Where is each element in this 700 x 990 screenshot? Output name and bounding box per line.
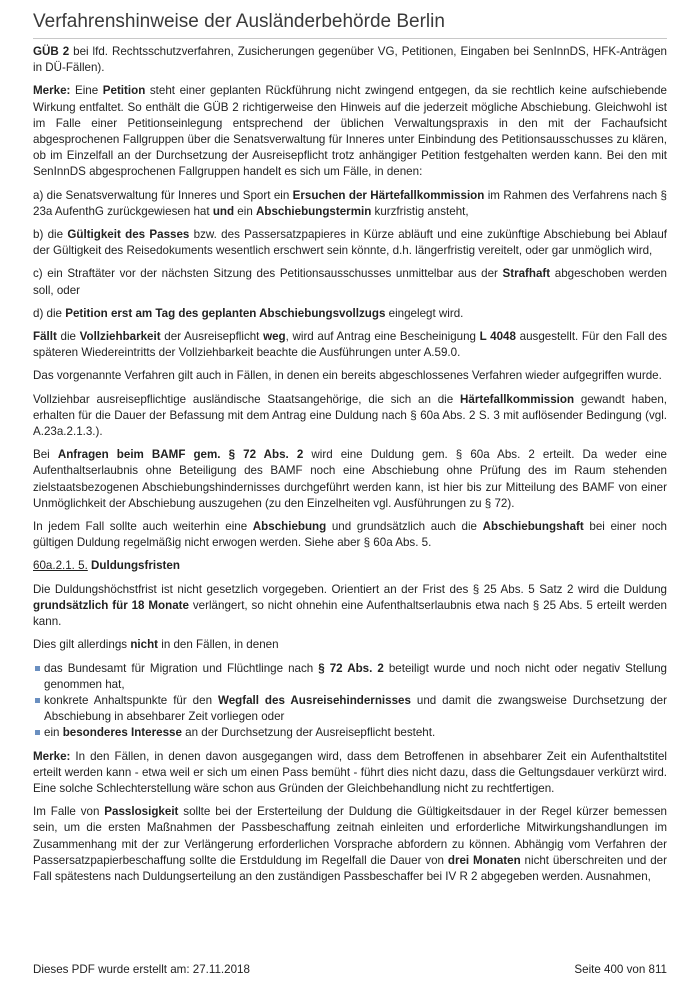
text-run: ein bbox=[234, 204, 256, 218]
paragraph bbox=[33, 582, 667, 631]
text-run: die bbox=[56, 330, 80, 344]
bold-text: besonderes Interesse bbox=[62, 726, 182, 740]
page-title: Verfahrenshinweise der Ausländerbehörde Berlin bbox=[33, 11, 445, 32]
bold-text: weg bbox=[263, 330, 286, 344]
text-run: Das vorgenannte Verfahren gilt auch in Fällen, in denen ein bereits abgeschlossenes Verfahren wieder aufgegriffen wurde. bbox=[33, 369, 662, 383]
text-run: konkrete Anhaltspunkte für den bbox=[44, 693, 218, 707]
text-run: In den Fällen, in denen davon ausgegangen wird, dass dem Betroffenen in absehbarer Zeit ein Aufenthaltstitel erteilt werden kann - etwa weil er sich um einen Pass bemüht - führt dies nicht dazu, dass die Geltungsdauer verkürzt wird. Eine solche Schlechterstellung wäre schon aus Gründen der Gleichbehandlung nicht zu rechtfertigen. bbox=[33, 749, 667, 795]
text-run: b) die bbox=[33, 228, 68, 242]
text-run: Die Duldungshöchstfrist ist nicht gesetzlich vorgegeben. Orientiert an der Frist des § 25 Abs. 5 Satz 2 wird die Duldung bbox=[33, 582, 667, 596]
bold-text: Ersuchen der Härtefallkommission bbox=[292, 188, 485, 202]
paragraph bbox=[33, 749, 667, 798]
text-run: eingelegt wird. bbox=[385, 306, 464, 320]
paragraph bbox=[33, 329, 667, 361]
text-run: abgeschoben werden soll, oder bbox=[33, 267, 667, 297]
list-item-text bbox=[44, 726, 435, 739]
text-run: Eine bbox=[70, 84, 103, 98]
text-run: d) die bbox=[33, 306, 66, 320]
text-run: c) ein Straftäter vor der nächsten Sitzung des Petitionsausschusses unmittelbar aus der bbox=[33, 267, 503, 281]
bold-text: Passlosigkeit bbox=[104, 805, 179, 819]
bold-text: Merke: bbox=[33, 749, 71, 763]
bold-text: Strafhaft bbox=[502, 267, 551, 281]
bold-text: Gültigkeit des Passes bbox=[67, 228, 190, 242]
bold-text: Petition bbox=[102, 84, 146, 98]
paragraph bbox=[33, 306, 667, 322]
paragraph bbox=[33, 447, 667, 512]
text-run: Bei bbox=[33, 448, 58, 462]
text-run: Dies gilt allerdings bbox=[33, 638, 131, 652]
list-item-text bbox=[44, 694, 667, 723]
text-run: Vollziehbar ausreisepflichtige ausländische Staatsangehörige, die sich an die bbox=[33, 392, 461, 406]
bullet-list bbox=[33, 661, 667, 742]
square-bullet-icon bbox=[35, 666, 40, 671]
text-run: nicht überschreiten und der Fall spätestens nach Duldungserteilung an den zuständigen Passbeschaffer bei IV R 2 abgegeben werden. Ausnahmen, bbox=[33, 853, 667, 883]
paragraph bbox=[33, 392, 667, 441]
bold-text: Abschiebungstermin bbox=[256, 204, 372, 218]
bold-text: Petition erst am Tag des geplanten Abschiebungsvollzugs bbox=[65, 306, 386, 320]
text-run: ausgestellt. Für den Fall des späteren Wiedereintritts der Vollziehbarkeit beachte die Ausführungen unter A.59.0. bbox=[33, 330, 667, 360]
underlined-text: 60a.2.1. 5. bbox=[33, 559, 88, 573]
text-run: bei lfd. Rechtsschutzverfahren, Zusicherungen gegenüber VG, Petitionen, Eingaben bei SenInnDS, HFK-Anträgen in DÜ-Fällen). bbox=[33, 45, 667, 75]
bold-text: Duldungsfristen bbox=[87, 559, 180, 573]
list-item bbox=[33, 693, 667, 725]
bold-text: Anfragen beim BAMF gem. § 72 Abs. 2 bbox=[57, 448, 304, 462]
text-run: Im Falle von bbox=[33, 805, 105, 819]
bold-text: L 4048 bbox=[479, 330, 516, 344]
bold-text: grundsätzlich für 18 Monate bbox=[33, 598, 189, 612]
paragraph bbox=[33, 266, 667, 298]
bold-text: GÜB 2 bbox=[33, 45, 70, 58]
text-run: steht einer geplanten Rückführung nicht zwingend entgegen, da sie rechtlich keine aufschiebende Wirkung entfaltet. So enthält die GÜB 2 richtigerweise den Hinweis auf die jederzeit mögliche Abschiebung. Gleichwohl ist im Falle einer Petitionseinlegung entsprechend der üblichen Verwaltungspraxis in den mit der Fachaufsicht abgesprochenen Fallgruppen über die Senatsverwaltung für Inneres unter Einbindung des Petitionsausschusses zu klären, ob im Einzelfall an der Durchsetzung der Ausreisepflicht trotz anhängiger Petition festgehalten werden kann. Bei den mit SenInnDS abgesprochenen Fallgruppen handelt es sich um Fälle, in denen: bbox=[33, 84, 667, 179]
paragraph bbox=[33, 44, 667, 76]
bold-text: Abschiebung bbox=[252, 520, 327, 534]
bold-text: Vollziehbarkeit bbox=[79, 330, 161, 344]
text-run: wird eine Duldung gem. § 60a Abs. 2 erteilt. Da weder eine Aufenthaltserlaubnis ohne Beteiligung des BAMF noch eine Abschiebung ohne Prüfung des im Raum stehenden zielstaatsbezogenen Abschiebungshindernisses durchgeführt werden kann, ist hier bis zur Mitteilung des BAMF von einer Unmöglichkeit der Abschiebung auszugehen (zu den Einzelheiten vgl. Ausführungen zu § 72). bbox=[33, 448, 667, 510]
paragraph bbox=[33, 227, 667, 259]
list-item-text bbox=[44, 662, 667, 691]
paragraph bbox=[33, 519, 667, 551]
paragraph bbox=[33, 637, 667, 653]
text-run: und grundsätzlich auch die bbox=[326, 520, 483, 534]
text-run: der Ausreisepflicht bbox=[160, 330, 264, 344]
text-run: gewandt haben, erhalten für die Dauer der Befassung mit dem Antrag eine Duldung nach § 60a Abs. 2 S. 3 mit auflösender Bedingung (vgl. A.23a.2.1.3.). bbox=[33, 392, 667, 439]
square-bullet-icon bbox=[35, 730, 40, 735]
bold-text: Merke: bbox=[33, 84, 71, 98]
section-heading bbox=[33, 558, 667, 574]
text-run: an der Durchsetzung der Ausreisepflicht besteht. bbox=[181, 726, 436, 740]
document-body bbox=[33, 44, 667, 892]
paragraph bbox=[33, 188, 667, 220]
text-run: und damit die zwangsweise Durchsetzung der Abschiebung in absehbarer Zeit vorliegen oder bbox=[44, 693, 667, 724]
bold-text: Wegfall des Ausreisehindernisses bbox=[217, 693, 411, 707]
text-run: bei einer noch gültigen Duldung regelmäßig nicht erwogen werden. Siehe aber § 60a Abs. 5. bbox=[33, 520, 668, 550]
bold-text: nicht bbox=[130, 638, 159, 652]
paragraph bbox=[33, 804, 667, 885]
text-run: das Bundesamt für Migration und Flüchtlinge nach bbox=[44, 661, 319, 675]
page-number: Seite 400 von 811 bbox=[574, 963, 667, 976]
text-run: , wird auf Antrag eine Bescheinigung bbox=[285, 330, 480, 344]
text-run: kurzfristig ansteht, bbox=[371, 204, 469, 218]
text-run: sollte bei der Ersterteilung der Duldung die Gültigkeitsdauer in der Regel kürzer bemessen sein, um die ersten Maßnahmen der Passbeschaffung zeitnah einleiten und erforderliche Mitwirkungshandlungen im Zusammenhang mit der zur Verlängerung erforderlichen Vorsprache abfordern zu können. Abhängig vom Verfahren der Passersatzpapierbeschaffung sollte die Erstduldung im Regelfall die Dauer von bbox=[33, 805, 667, 867]
list-item bbox=[33, 725, 667, 741]
text-run: bzw. des Passersatzpapieres in Kürze abläuft und eine zukünftige Abschiebung bei Ablauf der Gültigkeit des Reisedokuments wesentlich erschwert sein könnte, d.h. längerfristig vereitelt, oder gar unmöglich wird, bbox=[33, 228, 667, 258]
paragraph bbox=[33, 83, 667, 180]
creation-date: Dieses PDF wurde erstellt am: 27.11.2018 bbox=[33, 963, 250, 976]
text-run: im Rahmen des Verfahrens nach § 23a AufenthG zurückgewiesen hat bbox=[33, 188, 667, 218]
text-run: ein bbox=[44, 726, 63, 740]
bold-text: Fällt bbox=[33, 330, 57, 344]
text-run: In jedem Fall sollte auch weiterhin eine bbox=[33, 520, 253, 534]
text-run: a) die Senatsverwaltung für Inneres und Sport ein bbox=[33, 188, 293, 202]
bold-text: Härtefallkommission bbox=[460, 392, 575, 406]
square-bullet-icon bbox=[35, 698, 40, 703]
bold-text: § 72 Abs. 2 bbox=[318, 661, 384, 675]
text-run: verlängert, so nicht ohnehin eine Aufenthaltserlaubnis etwa nach § 25 Abs. 5 erteilt werden kann. bbox=[33, 598, 667, 629]
paragraph bbox=[33, 368, 667, 384]
list-item bbox=[33, 661, 667, 693]
text-run: in den Fällen, in denen bbox=[158, 638, 279, 652]
bold-text: drei Monaten bbox=[447, 853, 521, 867]
bold-text: Abschiebungshaft bbox=[482, 520, 584, 534]
bold-text: und bbox=[212, 204, 235, 218]
text-run: beteiligt wurde und noch nicht oder negativ Stellung genommen hat, bbox=[44, 661, 667, 691]
page-header bbox=[33, 8, 667, 39]
